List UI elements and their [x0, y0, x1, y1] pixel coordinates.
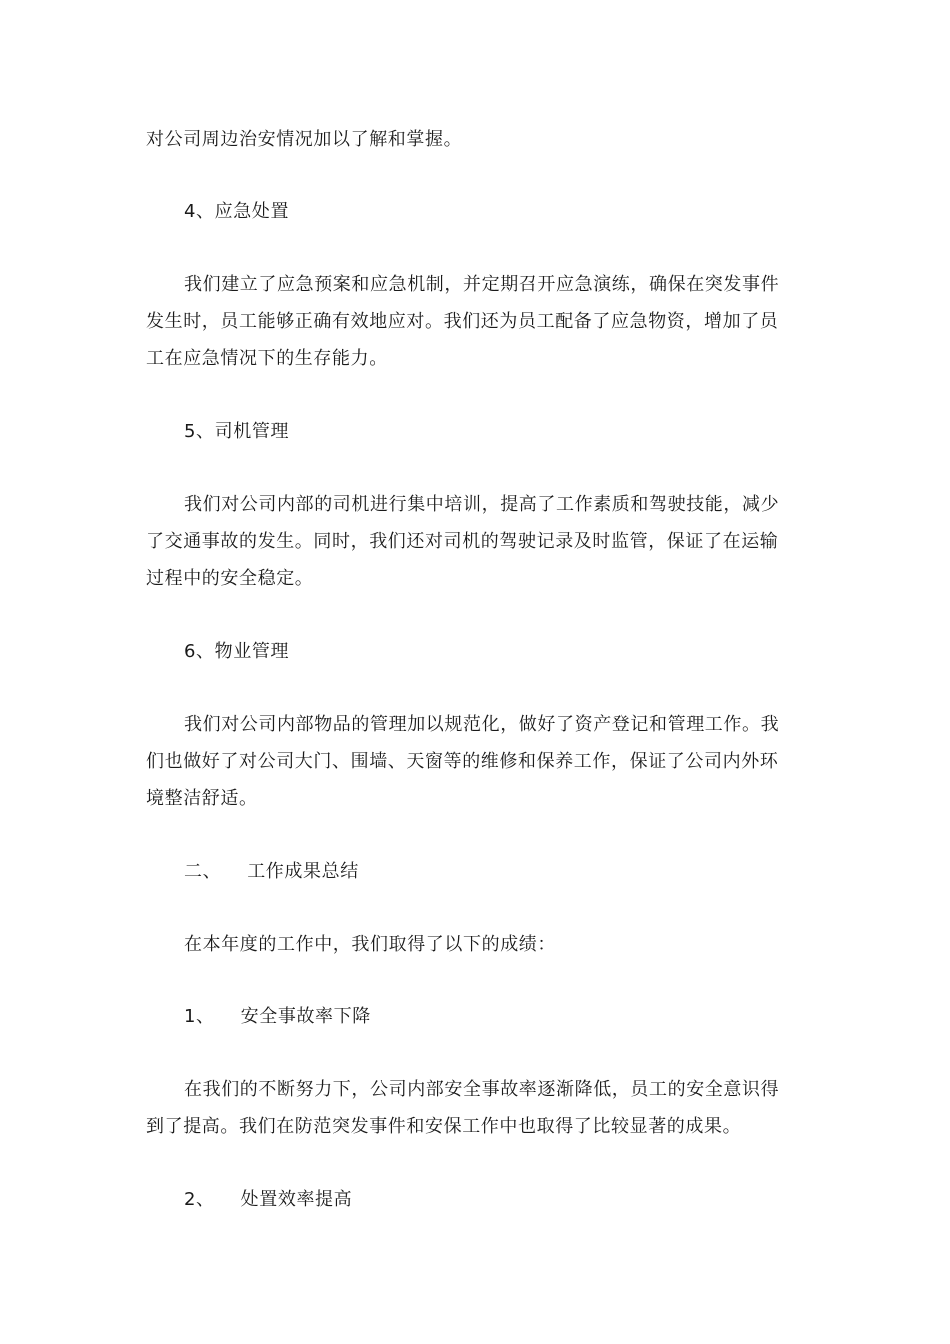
paragraph-continuation-line: 对公司周边治安情况加以了解和掌握。: [146, 129, 463, 150]
paragraph-line: 我们建立了应急预案和应急机制，并定期召开应急演练，确保在突发事件: [184, 274, 780, 295]
heading-text: 工作成果总结: [247, 861, 359, 882]
paragraph-line: 在本年度的工作中，我们取得了以下的成绩：: [184, 934, 556, 955]
heading-text: 安全事故率下降: [240, 1006, 371, 1027]
paragraph-line: 在我们的不断努力下，公司内部安全事故率逐渐降低，员工的安全意识得: [184, 1079, 780, 1100]
paragraph-line: 工在应急情况下的生存能力。: [146, 348, 388, 369]
section-heading-results: [184, 860, 359, 884]
paragraph-line: 们也做好了对公司大门、围墙、天窗等的维修和保养工作，保证了公司内外环: [146, 751, 779, 772]
subheading-efficiency: [184, 1188, 352, 1212]
paragraph-line: 了交通事故的发生。同时，我们还对司机的驾驶记录及时监管，保证了在运输: [146, 531, 779, 552]
paragraph-line: 发生时，员工能够正确有效地应对。我们还为员工配备了应急物资，增加了员: [146, 311, 779, 332]
heading-number: 2、: [184, 1189, 215, 1210]
heading-number: 1、: [184, 1006, 215, 1027]
section-heading-emergency: 4、应急处置: [184, 201, 290, 222]
section-heading-property: 6、物业管理: [184, 641, 290, 662]
paragraph-line: 过程中的安全稳定。: [146, 568, 314, 589]
paragraph-line: 境整洁舒适。: [146, 788, 258, 809]
section-heading-driver: 5、司机管理: [184, 421, 290, 442]
heading-text: 处置效率提高: [240, 1189, 353, 1210]
paragraph-line: 我们对公司内部的司机进行集中培训，提高了工作素质和驾驶技能，减少: [184, 494, 780, 515]
heading-number: 二、: [184, 861, 222, 882]
paragraph-line: 我们对公司内部物品的管理加以规范化，做好了资产登记和管理工作。我: [184, 714, 780, 735]
paragraph-line: 到了提高。我们在防范突发事件和安保工作中也取得了比较显著的成果。: [146, 1116, 742, 1137]
subheading-accident-rate: [184, 1005, 371, 1029]
